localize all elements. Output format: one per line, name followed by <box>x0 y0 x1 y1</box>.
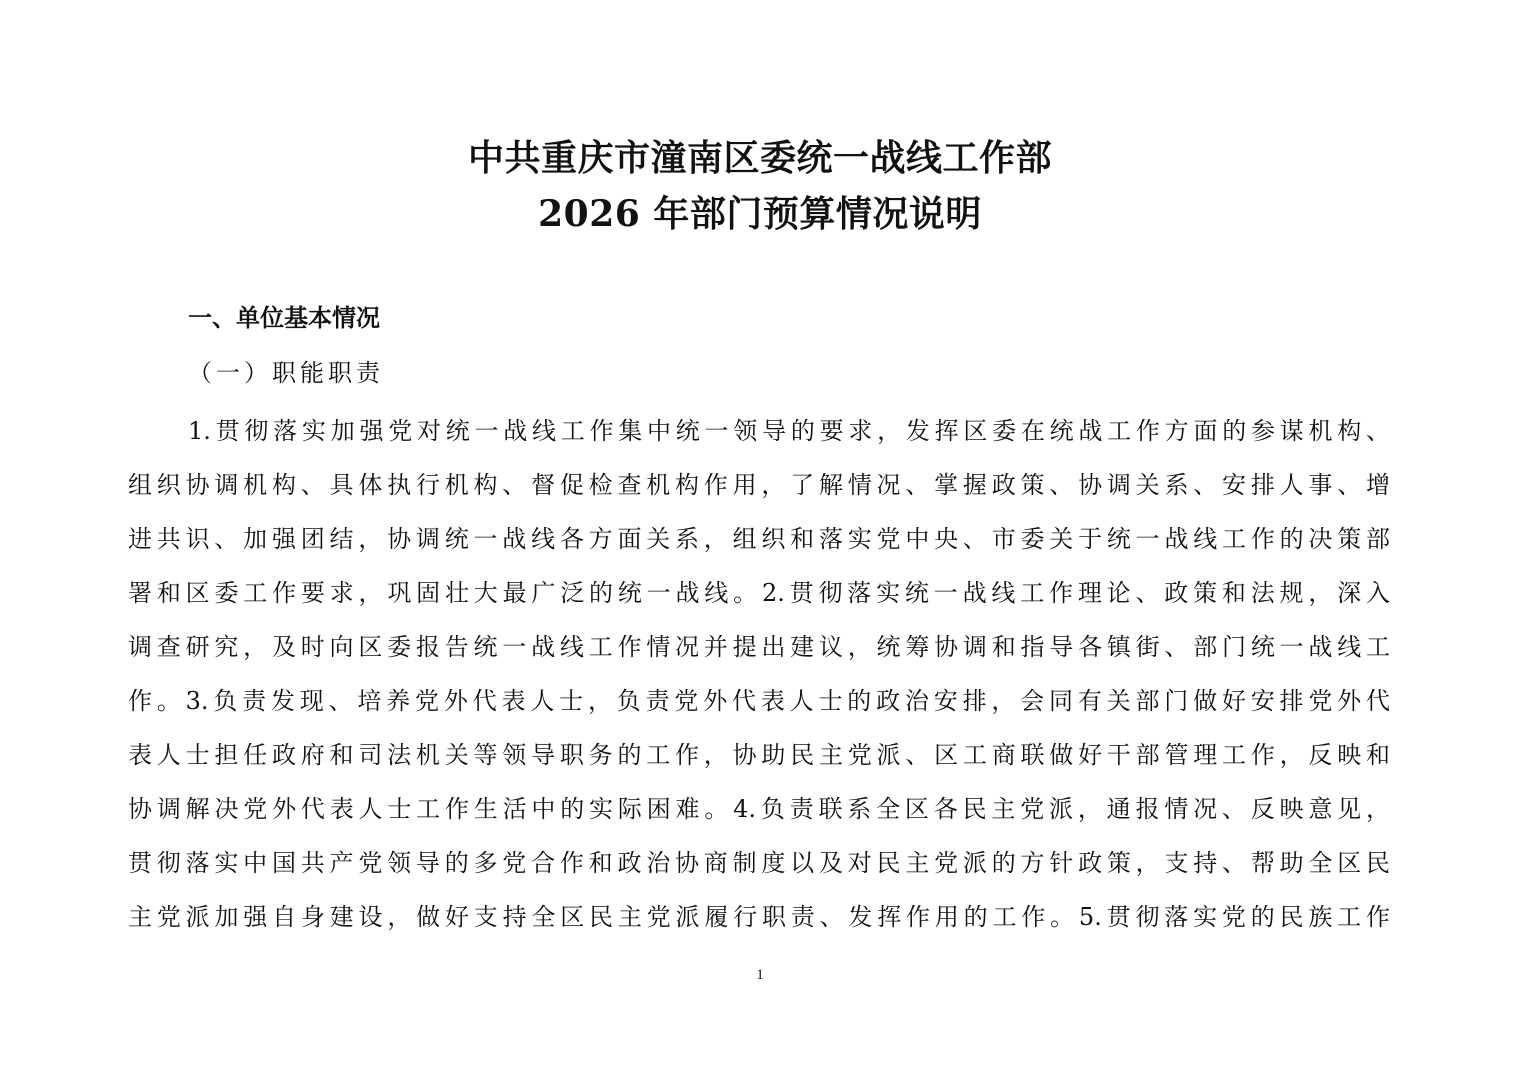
body-text-line: 协调解决党外代表人士工作生活中的实际困难。4.负责联系全区各民主党派，通报情况、反映意见， <box>128 795 1390 823</box>
document-title: 中共重庆市潼南区委统一战线工作部 <box>467 137 1052 179</box>
body-text-line: 进共识、加强团结，协调统一战线各方面关系，组织和落实党中央、市委关于统一战线工作的决策部 <box>128 525 1390 553</box>
document-subtitle: 2026 年部门预算情况说明 <box>538 193 982 235</box>
body-text-line: 署和区委工作要求，巩固壮大最广泛的统一战线。2.贯彻落实统一战线工作理论、政策和法规，深入 <box>128 579 1390 607</box>
body-text-line: 调查研究，及时向区委报告统一战线工作情况并提出建议，统筹协调和指导各镇街、部门统一战线工 <box>128 633 1390 661</box>
body-text-line: 1.贯彻落实加强党对统一战线工作集中统一领导的要求，发挥区委在统战工作方面的参谋机构、 <box>188 417 1390 445</box>
section-heading: 一、单位基本情况 <box>188 304 380 332</box>
sub-heading: （一）职能职责 <box>188 359 384 387</box>
page-number: 1 <box>756 967 764 983</box>
body-text-line: 表人士担任政府和司法机关等领导职务的工作，协助民主党派、区工商联做好干部管理工作，反映和 <box>128 741 1390 769</box>
body-text-line: 贯彻落实中国共产党领导的多党合作和政治协商制度以及对民主党派的方针政策，支持、帮助全区民 <box>128 849 1390 877</box>
body-text-line: 主党派加强自身建设，做好支持全区民主党派履行职责、发挥作用的工作。5.贯彻落实党的民族工作 <box>128 903 1390 931</box>
body-text-line: 作。3.负责发现、培养党外代表人士，负责党外代表人士的政治安排，会同有关部门做好安排党外代 <box>128 687 1390 715</box>
body-text-line: 组织协调机构、具体执行机构、督促检查机构作用，了解情况、掌握政策、协调关系、安排人事、增 <box>128 471 1390 499</box>
